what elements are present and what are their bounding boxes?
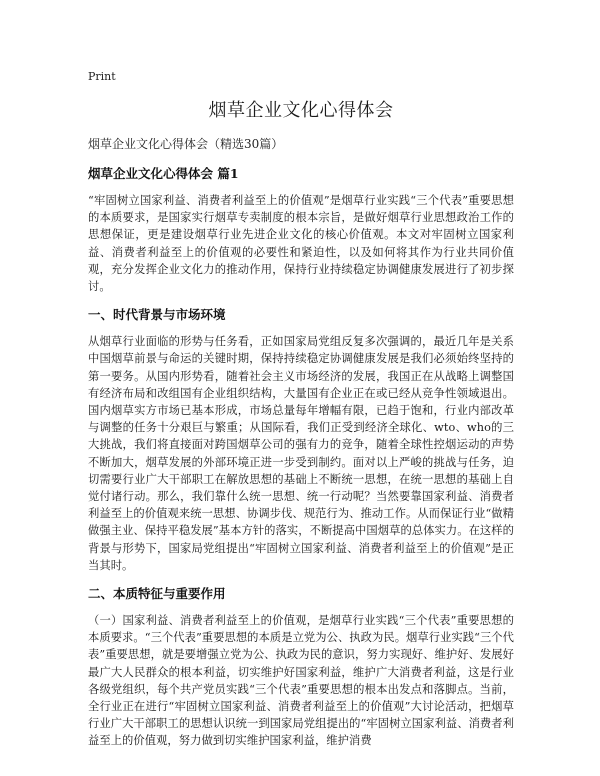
section2-heading: 二、本质特征与重要作用	[88, 586, 226, 602]
document-subtitle: 烟草企业文化心得体会（精选30篇）	[88, 137, 284, 151]
section1-heading: 一、时代背景与市场环境	[88, 307, 226, 323]
document-page	[88, 70, 514, 762]
section1-paragraph: 从烟草行业面临的形势与任务看，正如国家局党组反复多次强调的，最近几年是关系中国烟草前景与命运的关键时期，保持持续稳定协调健康发展是我们必须始终坚持的第一要务。从国内形势看，随着社会主义市场经济的发展，我国正在从战略上调整国有经济布局和改组国有企业组织结构，大量国有企业正在或已经从竞争性领域退出。国内烟草实方市场已基本形成，市场总量每年增幅有限，已趋于饱和，行业内部改革与调整的任务十分艰巨与繁重；从国际看，我们正受到经济全球化、wto、who的三大挑战，我们将直接面对跨国烟草公司的强有力的竞争，随着全球性控烟运动的声势不断加大，烟草发展的外部环境正进一步受到制约。面对以上严峻的挑战与任务，迫切需要行业广大干部职工在解放思想的基础上不断统一思想，在统一思想的基础上自觉付诸行动。那么，我们靠什么统一思想、统一行动呢？当然要靠国家利益、消费者利益至上的价值观来统一思想、协调步伐、规范行为、推动工作。从而保证行业“做精做强主业、保持平稳发展”基本方针的落实，不断提高中国烟草的总体实力。在这样的背景与形势下，国家局党组提出“牢固树立国家利益、消费者利益至上的价值观”是正当其时。	[88, 335, 514, 572]
document-title: 烟草企业文化心得体会	[208, 100, 394, 121]
intro-paragraph: “牢固树立国家利益、消费者利益至上的价值观”是烟草行业实践“三个代表”重要思想的本质要求，是国家实行烟草专卖制度的根本宗旨，是做好烟草行业思想政治工作的思想保证，更是建设烟草行业先进企业文化的核心价值观。本文对牢固树立国家利益、消费者利益至上的价值观的必要性和紧迫性，以及如何将其作为行业共同价值观，充分发挥企业文化力的推动作用，保持行业持续稳定协调健康发展进行了初步探讨。	[88, 194, 514, 294]
section2-paragraph: （一）国家利益、消费者利益至上的价值观，是烟草行业实践“三个代表”重要思想的本质要求。“三个代表”重要思想的本质是立党为公、执政为民。烟草行业实践“三个代表”重要思想，就是要增强立党为公、执政为民的意识，努力实现好、维护好、发展好最广大人民群众的根本利益，切实维护好国家利益，维护广大消费者利益，这是行业各级党组织，每个共产党员实践“三个代表”重要思想的根本出发点和落脚点。当前，全行业正在进行“牢固树立国家利益、消费者利益至上的价值观”大讨论活动，把烟草行业广大干部职工的思想认识统一到国家局党组提出的“牢固树立国家利益、消费者利益至上的价值观，努力做到切实维护国家利益，维护消费	[88, 614, 514, 748]
part-heading: 烟草企业文化心得体会 篇1	[88, 166, 239, 181]
print-label: Print	[88, 70, 116, 83]
